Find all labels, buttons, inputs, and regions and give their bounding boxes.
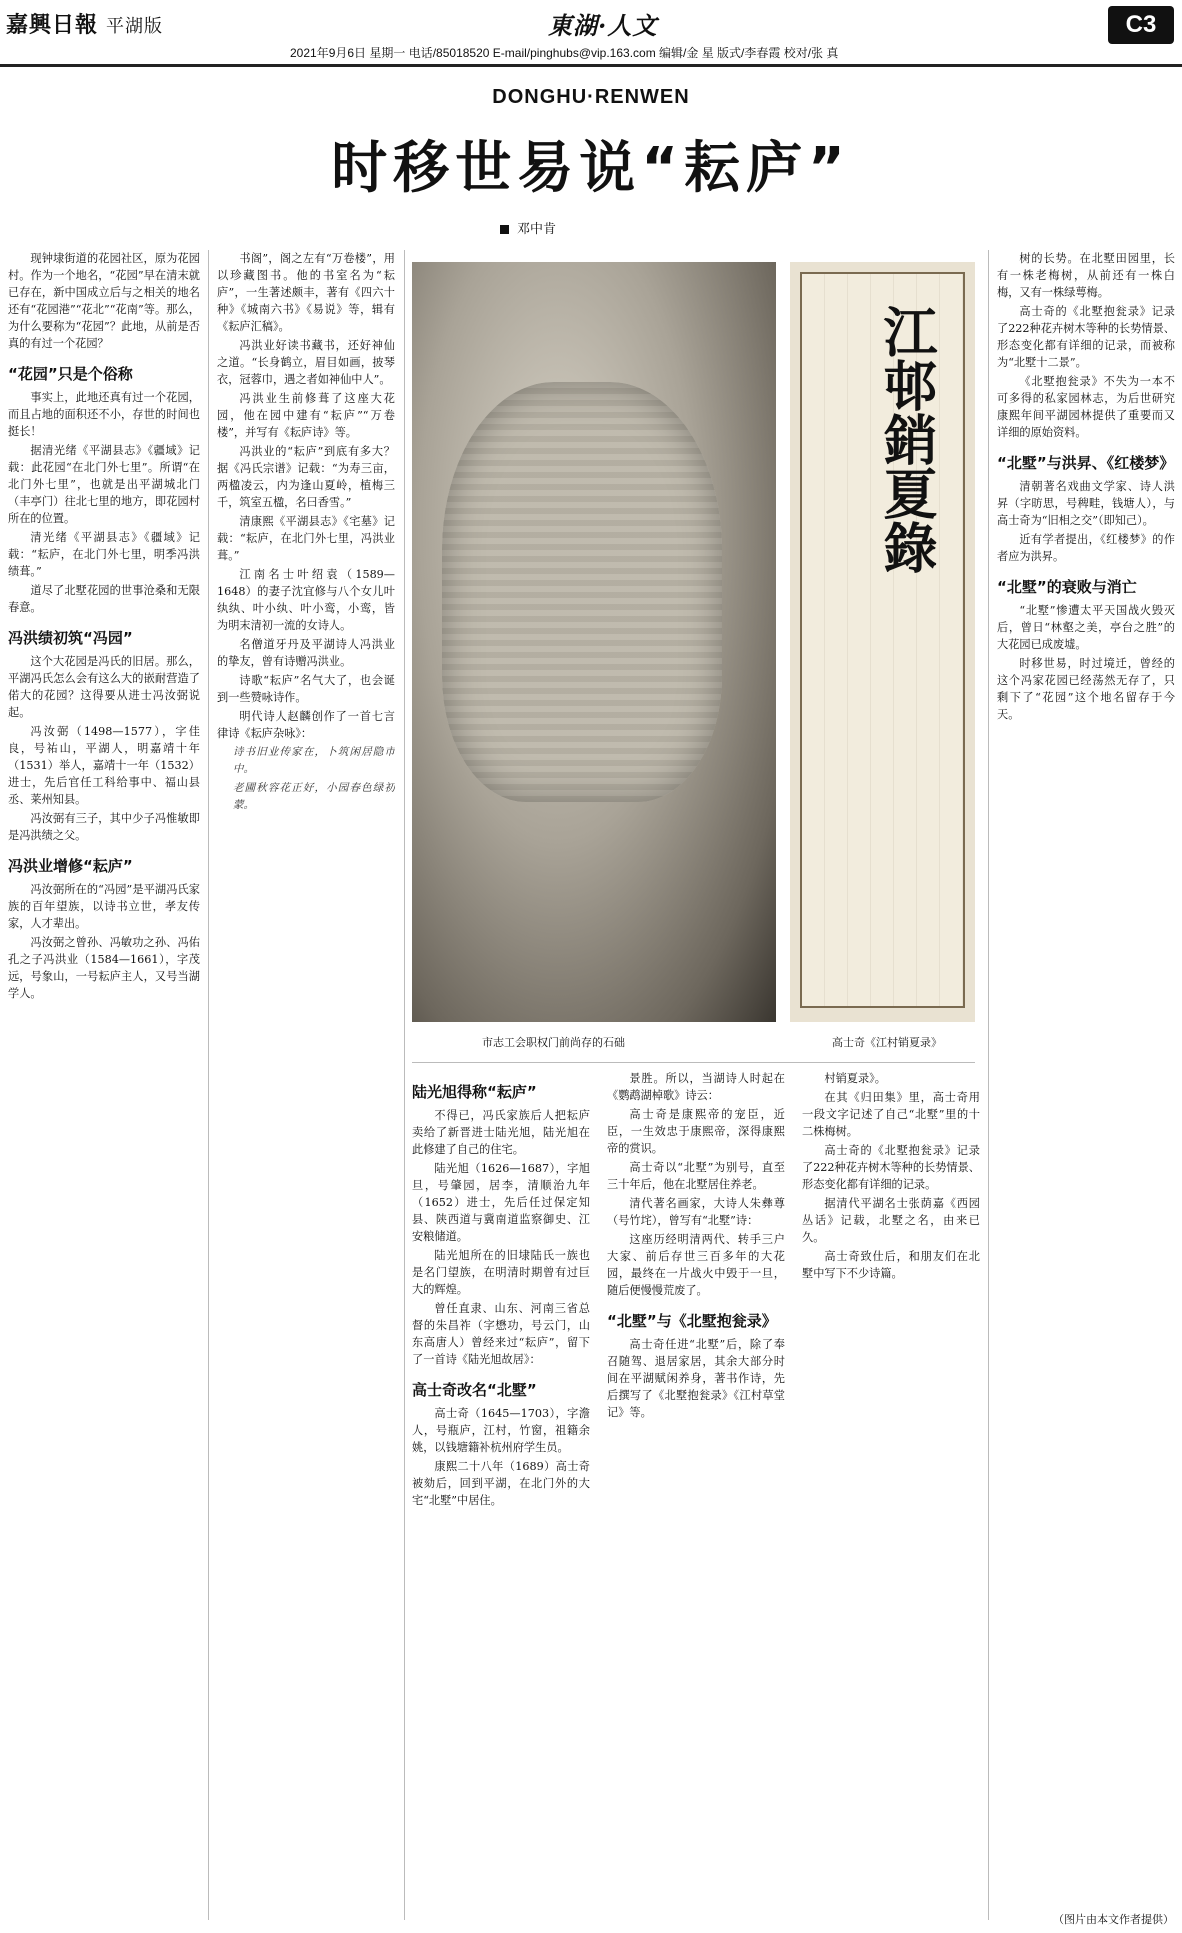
paragraph: 村销夏录》。 [824, 1072, 886, 1085]
paragraph: 清康熙《平湖县志》《宅墓》记载：“耘庐，在北门外七里，冯洪业葺。” [217, 515, 395, 562]
paragraph: 高士奇以“北墅”为别号，直至三十年后，他在北墅居住养老。 [607, 1161, 785, 1191]
photo-caption: 高士奇《江村销夏录》 [832, 1036, 942, 1049]
paragraph: 时移世易，时过境迁，曾经的这个冯家花园已经荡然无存了，只剩下了“花园”这个地名留存于今天。 [997, 657, 1175, 721]
paragraph: 据清代平湖名士张荫嘉《西园丛话》记载，北墅之名，由来已久。 [802, 1197, 980, 1244]
section-heading: 冯洪业增修“耘庐” [8, 857, 133, 875]
paragraph: 陆光旭所在的旧埭陆氏一族也是名门望族，在明清时期曾有过巨大的辉煌。 [412, 1249, 590, 1296]
paragraph: 陆光旭（1626—1687），字旭旦，号肇园，居李，清顺治九年（1652）进士，先后任过保定知县、陕西道与冀南道监察御史、江安粮储道。 [412, 1162, 590, 1243]
paragraph: 名僧道牙丹及平湖诗人冯洪业的挚友，曾有诗赠冯洪业。 [217, 638, 395, 668]
column-kicker: DONGHU·RENWEN [492, 86, 690, 108]
article-column-2 [217, 250, 395, 1920]
paragraph: 康熙二十八年（1689）高士奇被劾后，回到平湖，在北门外的大宅“北墅”中居住。 [412, 1460, 590, 1507]
poem-line: 老圃秋容花正好，小园春色绿初蒙。 [232, 782, 395, 811]
article-column-3 [412, 1070, 590, 1920]
paragraph: 在其《归田集》里，高士奇用一段文字记述了自己“北墅”里的十二株梅树。 [802, 1091, 980, 1138]
paragraph: 冯汝弼之曾孙、冯敏功之孙、冯佑孔之子冯洪业（1584—1661），字茂远，号象山，一号耘庐主人，又号当湖学人。 [8, 936, 200, 1000]
paragraph: 冯洪业生前修葺了这座大花园，他在园中建有“耘庐”“万卷楼”，并写有《耘庐诗》等。 [217, 392, 395, 439]
paragraph: 冯洪业好读书藏书，还好神仙之道。“长身鹤立，眉目如画，披琴衣，冠蓉巾，遇之者如神仙中人”。 [217, 339, 395, 386]
paragraph: 高士奇任进“北墅”后，除了奉召随驾、退居家居，其余大部分时间在平湖赋闲养身，著书作诗，先后撰写了《北墅抱瓮录》《江村草堂记》等。 [607, 1338, 785, 1419]
book-photo [790, 262, 975, 1022]
photo-caption: 市志工会职权门前尚存的石础 [482, 1036, 625, 1049]
paragraph: 道尽了北墅花园的世事沧桑和无限春意。 [8, 584, 200, 614]
paragraph: 冯洪业的“耘庐”到底有多大？据《冯氏宗谱》记载：“为寿三亩，两楹凌云，内为逢山夏岭，植梅三千，筑室五楹，名曰香雪。” [217, 445, 395, 509]
paragraph: 诗歌“耘庐”名气大了，也会诞到一些赞咏诗作。 [217, 674, 395, 704]
paragraph: 高士奇是康熙帝的宠臣，近臣，一生效忠于康熙帝，深得康熙帝的赏识。 [607, 1108, 785, 1155]
paragraph: 清朝著名戏曲文学家、诗人洪昇（字昉思，号稗畦，钱塘人），与高士奇为“旧相之交”（即知己）。 [997, 480, 1175, 527]
section-heading: “北墅”的衰败与消亡 [997, 578, 1137, 596]
section-heading: “北墅”与洪昇、《红楼梦》 [997, 454, 1175, 472]
paragraph: 高士奇的《北墅抱瓮录》记录了222种花卉树木等种的长势情景、形态变化都有详细的记录，而被称为“北墅十二景”。 [997, 305, 1175, 369]
article-title: 时移世易说“耘庐” [331, 136, 851, 201]
paragraph: 清代著名画家，大诗人朱彝尊（号竹垞），曾写有“北墅”诗： [607, 1197, 785, 1227]
paragraph: 冯汝弼所在的“冯园”是平湖冯氏家族的百年望族，以诗书立世，孝友传家，人才辈出。 [8, 883, 200, 930]
paragraph: 曾任直隶、山东、河南三省总督的朱昌祚（字懋功，号云门，山东高唐人）曾经来过“耘庐”，留下了一首诗《陆光旭故居》： [412, 1302, 590, 1366]
paragraph: 冯汝弼有三子，其中少子冯惟敏即是冯洪绩之父。 [8, 812, 200, 842]
paragraph: 近有学者提出，《红楼梦》的作者应为洪昇。 [997, 533, 1175, 563]
intro-paragraph: 现钟埭街道的花园社区，原为花园村。作为一个地名，“花园”早在清末就已存在，新中国成立后与之相关的地名还有“花园港”“花北”“花南”等。那么，为什么要称为“花园”？此地，从前是否真的有过一个花园？ [8, 252, 200, 350]
paragraph: 江南名士叶绍袁（1589—1648）的妻子沈宜修与八个女儿叶纨纨、叶小纨、叶小鸾，小鸾，皆为明末清初一流的女诗人。 [217, 568, 395, 632]
column-divider [208, 250, 209, 1920]
column-divider [404, 250, 405, 1920]
page-number: C3 [1108, 6, 1174, 44]
paragraph: 这座历经明清两代、转手三户大家、前后存世三百多年的大花园，最终在一片战火中毁于一旦，随后便慢慢荒废了。 [607, 1233, 785, 1297]
book-cover-title: 江邨銷夏錄 [875, 304, 939, 574]
photo-divider [412, 1062, 975, 1063]
paragraph: 树的长势。在北墅田园里，长有一株老梅树，从前还有一株白梅，又有一株绿萼梅。 [997, 252, 1175, 299]
masthead-title: 嘉興日報 [6, 12, 99, 38]
column-title: 東湖·人文 [548, 11, 658, 40]
section-heading: 陆光旭得称“耘庐” [412, 1083, 537, 1101]
byline [500, 218, 556, 237]
paragraph: 事实上，此地还真有过一个花园，而且占地的面积还不小，存世的时间也挺长！ [8, 391, 200, 438]
author-name: 邓中肯 [517, 221, 557, 236]
paragraph: 清光绪《平湖县志》《疆域》记载：“耘庐，在北门外七里，明季冯洪绩葺。” [8, 531, 200, 578]
section-heading: “花园”只是个俗称 [8, 365, 133, 383]
article-column-6 [997, 250, 1175, 1920]
article-column-1 [8, 250, 200, 1920]
page-header [0, 0, 1182, 88]
photo-credit: （图片由本文作者提供） [1053, 1913, 1174, 1926]
stone-base-photo [412, 262, 776, 1022]
edition-name: 平湖版 [106, 16, 164, 37]
byline-square-icon [500, 225, 509, 234]
paragraph: 冯汝弼（1498—1577），字佳良，号祐山，平湖人，明嘉靖十年（1531）举人，嘉靖十一年（1532）进士，先后官任工科给事中、福山县丞、莱州知县。 [8, 725, 200, 806]
paragraph: 高士奇的《北墅抱瓮录》记录了222种花卉树木等种的长势情景、形态变化都有详细的记录。 [802, 1144, 980, 1191]
paragraph: 景胜。所以，当湖诗人时起在《鹦鹉湖棹歌》诗云： [607, 1072, 785, 1102]
column-divider [988, 250, 989, 1920]
header-rule [0, 64, 1182, 67]
stone-base-image [442, 382, 722, 802]
section-heading: “北墅”与《北墅抱瓮录》 [607, 1312, 777, 1330]
paragraph: 不得已，冯氏家族后人把耘庐卖给了新晋进士陆光旭，陆光旭在此修建了自己的住宅。 [412, 1109, 590, 1156]
paragraph: 高士奇致仕后，和朋友们在北墅中写下不少诗篇。 [802, 1250, 980, 1280]
photo-area [412, 262, 975, 1052]
paragraph: “北墅”惨遭太平天国战火毁灭后，曾日“林壑之美，亭台之胜”的大花园已成废墟。 [997, 604, 1175, 651]
masthead [6, 8, 163, 39]
poem-line: 诗书旧业传家在，卜筑闲居隐市中。 [232, 746, 395, 775]
section-heading: 高士奇改名“北墅” [412, 1381, 537, 1399]
section-heading: 冯洪绩初筑“冯园” [8, 629, 133, 647]
paragraph: 这个大花园是冯氏的旧居。那么，平湖冯氏怎么会有这么大的嵌耐营造了偌大的花园？这得要从进士冯汝弼说起。 [8, 655, 200, 719]
paragraph: 明代诗人赵麟创作了一首七言律诗《耘庐杂咏》： [217, 710, 395, 740]
article-column-5 [802, 1070, 980, 1920]
paragraph: 书阁”，阁之左有“万卷楼”，用以珍藏图书。他的书室名为“耘庐”，一生著述颇丰，著有《四六十种》《城南六书》《易说》等，辑有《耘庐汇稿》。 [217, 252, 395, 333]
paragraph: 据清光绪《平湖县志》《疆域》记载：此花园“在北门外七里”。所谓“在北门外七里”，也就是出平湖城北门（丰亭门）往北七里的地方，即花园村所在的位置。 [8, 444, 200, 525]
paragraph: 《北墅抱瓮录》不失为一本不可多得的私家园林志，为后世研究康熙年间平湖园林提供了重要而又详细的原始资料。 [997, 375, 1175, 439]
book-cover [800, 272, 965, 1008]
dateline: 2021年9月6日 星期一 电话/85018520 E-mail/pinghubs@vip.163.com 编辑/金 星 版式/李春霞 校对/张 真 [290, 46, 839, 60]
paragraph: 高士奇（1645—1703），字澹人，号瓶庐，江村，竹窗，祖籍余姚，以钱塘籍补杭州府学生员。 [412, 1407, 590, 1454]
article-column-4 [607, 1070, 785, 1920]
